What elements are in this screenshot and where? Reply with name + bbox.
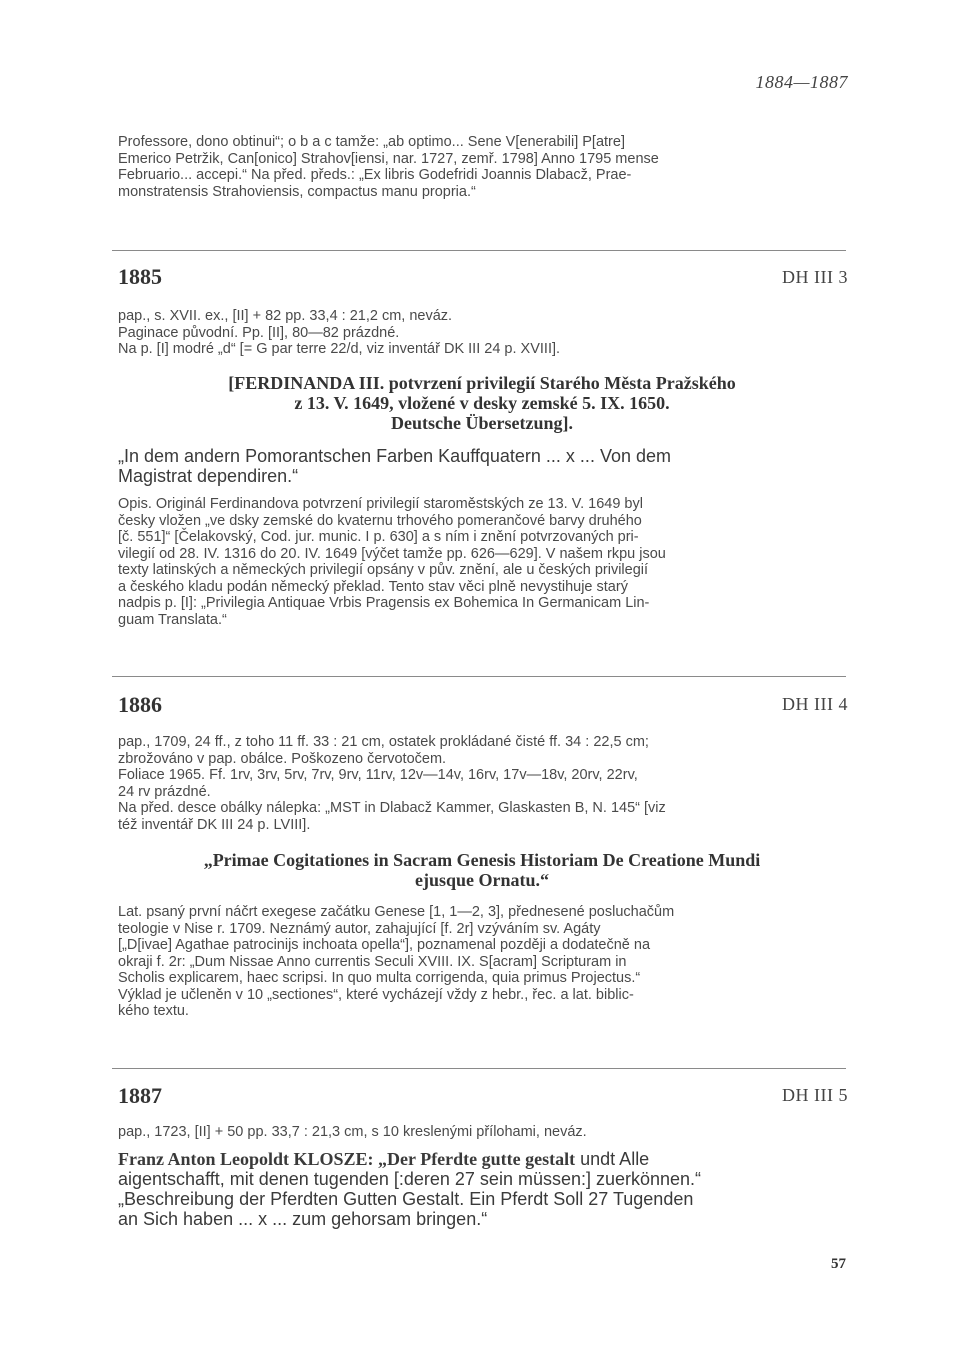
text-line: česky vložen „ve dsky zemské do kvaternu trhového pomerančové barvy druhého xyxy=(118,512,642,529)
text-line: Foliace 1965. Ff. 1rv, 3rv, 5rv, 7rv, 9rv, 11rv, 12v—14v, 16rv, 17v—18v, 20rv, 22rv, xyxy=(118,767,638,783)
text-line: Na před. desce obálky nálepka: „MST in Dlabacž Kammer, Glaskasten B, N. 145“ [viz xyxy=(118,800,666,816)
title-continuation: undt Alle xyxy=(575,1149,650,1169)
text-line: Emerico Petržik, Can[onico] Strahov[iensi, nar. 1727, zemř. 1798] Anno 1795 mense xyxy=(118,150,659,167)
section-divider xyxy=(112,1068,846,1069)
incipit-line: Magistrat dependiren.“ xyxy=(118,466,299,486)
entry-title xyxy=(118,850,846,890)
text-line: [č. 551]“ [Čelakovský, Cod. jur. munic. I p. 630] a s ním i znění potvrzovaných pri- xyxy=(118,529,639,545)
title-line: ejusque Ornatu.“ xyxy=(414,870,549,890)
shelfmark: DH III 3 xyxy=(782,267,848,287)
text-line: Na p. [I] modré „d“ [= G par terre 22/d, viz inventář DK III 24 p. XVIII]. xyxy=(118,341,561,357)
text-line: a českého kladu podán německý překlad. Tento stav věci plně nevystihuje starý xyxy=(118,578,628,595)
text-line: okraji f. 2r: „Dum Nissae Anno currentis Seculi XVIII. IX. S[acram] Scripturam in xyxy=(118,953,627,970)
incipit-line: an Sich haben ... x ... zum gehorsam bringen.“ xyxy=(118,1209,488,1229)
entry-number: 1886 xyxy=(118,692,162,717)
entry-number: 1885 xyxy=(118,264,162,289)
incipit-line: aigentschafft, mit denen tugenden [:deren 27 sein müssen:] zuerkönnen.“ xyxy=(118,1169,702,1189)
section-divider xyxy=(112,676,846,677)
text-line: [„D[ivae] Agathae patrocinijs inchoata opella“], poznamenal později a dodatečně na xyxy=(118,937,651,953)
title-line: „Primae Cogitationes in Sacram Genesis Historiam De Creatione Mundi xyxy=(203,850,761,870)
entry-title xyxy=(118,373,846,433)
incipit xyxy=(118,446,846,486)
entry-description xyxy=(118,496,846,628)
physical-description xyxy=(118,734,846,833)
shelfmark: DH III 5 xyxy=(782,1085,848,1105)
shelfmark: DH III 4 xyxy=(782,694,848,714)
section-divider xyxy=(112,250,846,251)
text-line: pap., 1723, [II] + 50 pp. 33,7 : 21,3 cm, s 10 kreslenými přílohami, neváz. xyxy=(118,1124,587,1140)
title-line xyxy=(118,1149,846,1169)
text-line: též inventář DK III 24 p. LVIII]. xyxy=(118,816,311,833)
text-line: Scholis explicarem, haec scripsi. In quo multa corrigenda, quia primus Projectus.“ xyxy=(118,970,641,986)
text-line: 24 rv prázdné. xyxy=(118,783,211,800)
title-line: z 13. V. 1649, vložené v desky zemské 5. IX. 1650. xyxy=(294,393,670,413)
title-line: [FERDINANDA III. potvrzení privilegií Starého Města Pražského xyxy=(228,373,736,393)
entry-title-incipit xyxy=(118,1149,846,1229)
text-line: texty latinských a německých privilegií opsány v pův. znění, ale u českých privilegií xyxy=(118,562,649,578)
physical-description xyxy=(118,1124,846,1141)
author-title: Franz Anton Leopoldt KLOSZE: „Der Pferdte gutte gestalt xyxy=(118,1149,576,1169)
physical-description xyxy=(118,308,846,358)
text-line: Paginace původní. Pp. [II], 80—82 prázdné. xyxy=(118,324,400,341)
incipit-line: „In dem andern Pomorantschen Farben Kauffquatern ... x ... Von dem xyxy=(118,446,671,466)
entry-number: 1887 xyxy=(118,1083,162,1108)
text-line: Februario... accepi.“ Na před. předs.: „Ex libris Godefridi Joannis Dlabacž, Prae- xyxy=(118,167,632,183)
text-line: kého textu. xyxy=(118,1003,189,1019)
text-line: Professore, dono obtinui“; o b a c tamže: „ab optimo... Sene V[enerabili] P[atre] xyxy=(118,134,625,150)
text-line: monstratensis Strahoviensis, compactus manu propria.“ xyxy=(118,183,476,200)
title-line: Deutsche Übersetzung]. xyxy=(391,413,573,433)
text-line: pap., s. XVII. ex., [II] + 82 pp. 33,4 : 21,2 cm, neváz. xyxy=(118,308,453,324)
text-line: guam Translata.“ xyxy=(118,611,227,628)
text-line: zbrožováno v pap. obálce. Poškozeno červotočem. xyxy=(118,750,447,767)
page-number: 57 xyxy=(831,1256,846,1272)
text-line: teologie v Nise r. 1709. Neznámý autor, zahajující [f. 2r] vzýváním sv. Agáty xyxy=(118,920,601,937)
text-line: Opis. Originál Ferdinandova potvrzení privilegií staroměstských ze 13. V. 1649 byl xyxy=(118,496,643,512)
text-line: nadpis p. [I]: „Privilegia Antiquae Vrbis Pragensis ex Bohemica In Germanicam Lin- xyxy=(118,595,650,611)
intro-paragraph xyxy=(118,134,846,200)
running-head: 1884—1887 xyxy=(755,72,848,92)
text-line: Výklad je učleněn v 10 „sectiones“, které vycházejí vždy z hebr., řec. a lat. biblic- xyxy=(118,986,634,1003)
incipit-line: „Beschreibung der Pferdten Gutten Gestalt. Ein Pferdt Soll 27 Tugenden xyxy=(118,1189,694,1209)
text-line: vilegií od 28. IV. 1316 do 20. IV. 1649 [výčet tamže pp. 626—629]. V našem rkpu jsou xyxy=(118,545,666,562)
text-line: pap., 1709, 24 ff., z toho 11 ff. 33 : 21 cm, ostatek prokládané čisté ff. 34 : 22,5 cm; xyxy=(118,734,649,750)
entry-description xyxy=(118,904,846,1020)
text-line: Lat. psaný první náčrt exegese začátku Genese [1, 1—2, 3], přednesené posluchačům xyxy=(118,904,675,920)
